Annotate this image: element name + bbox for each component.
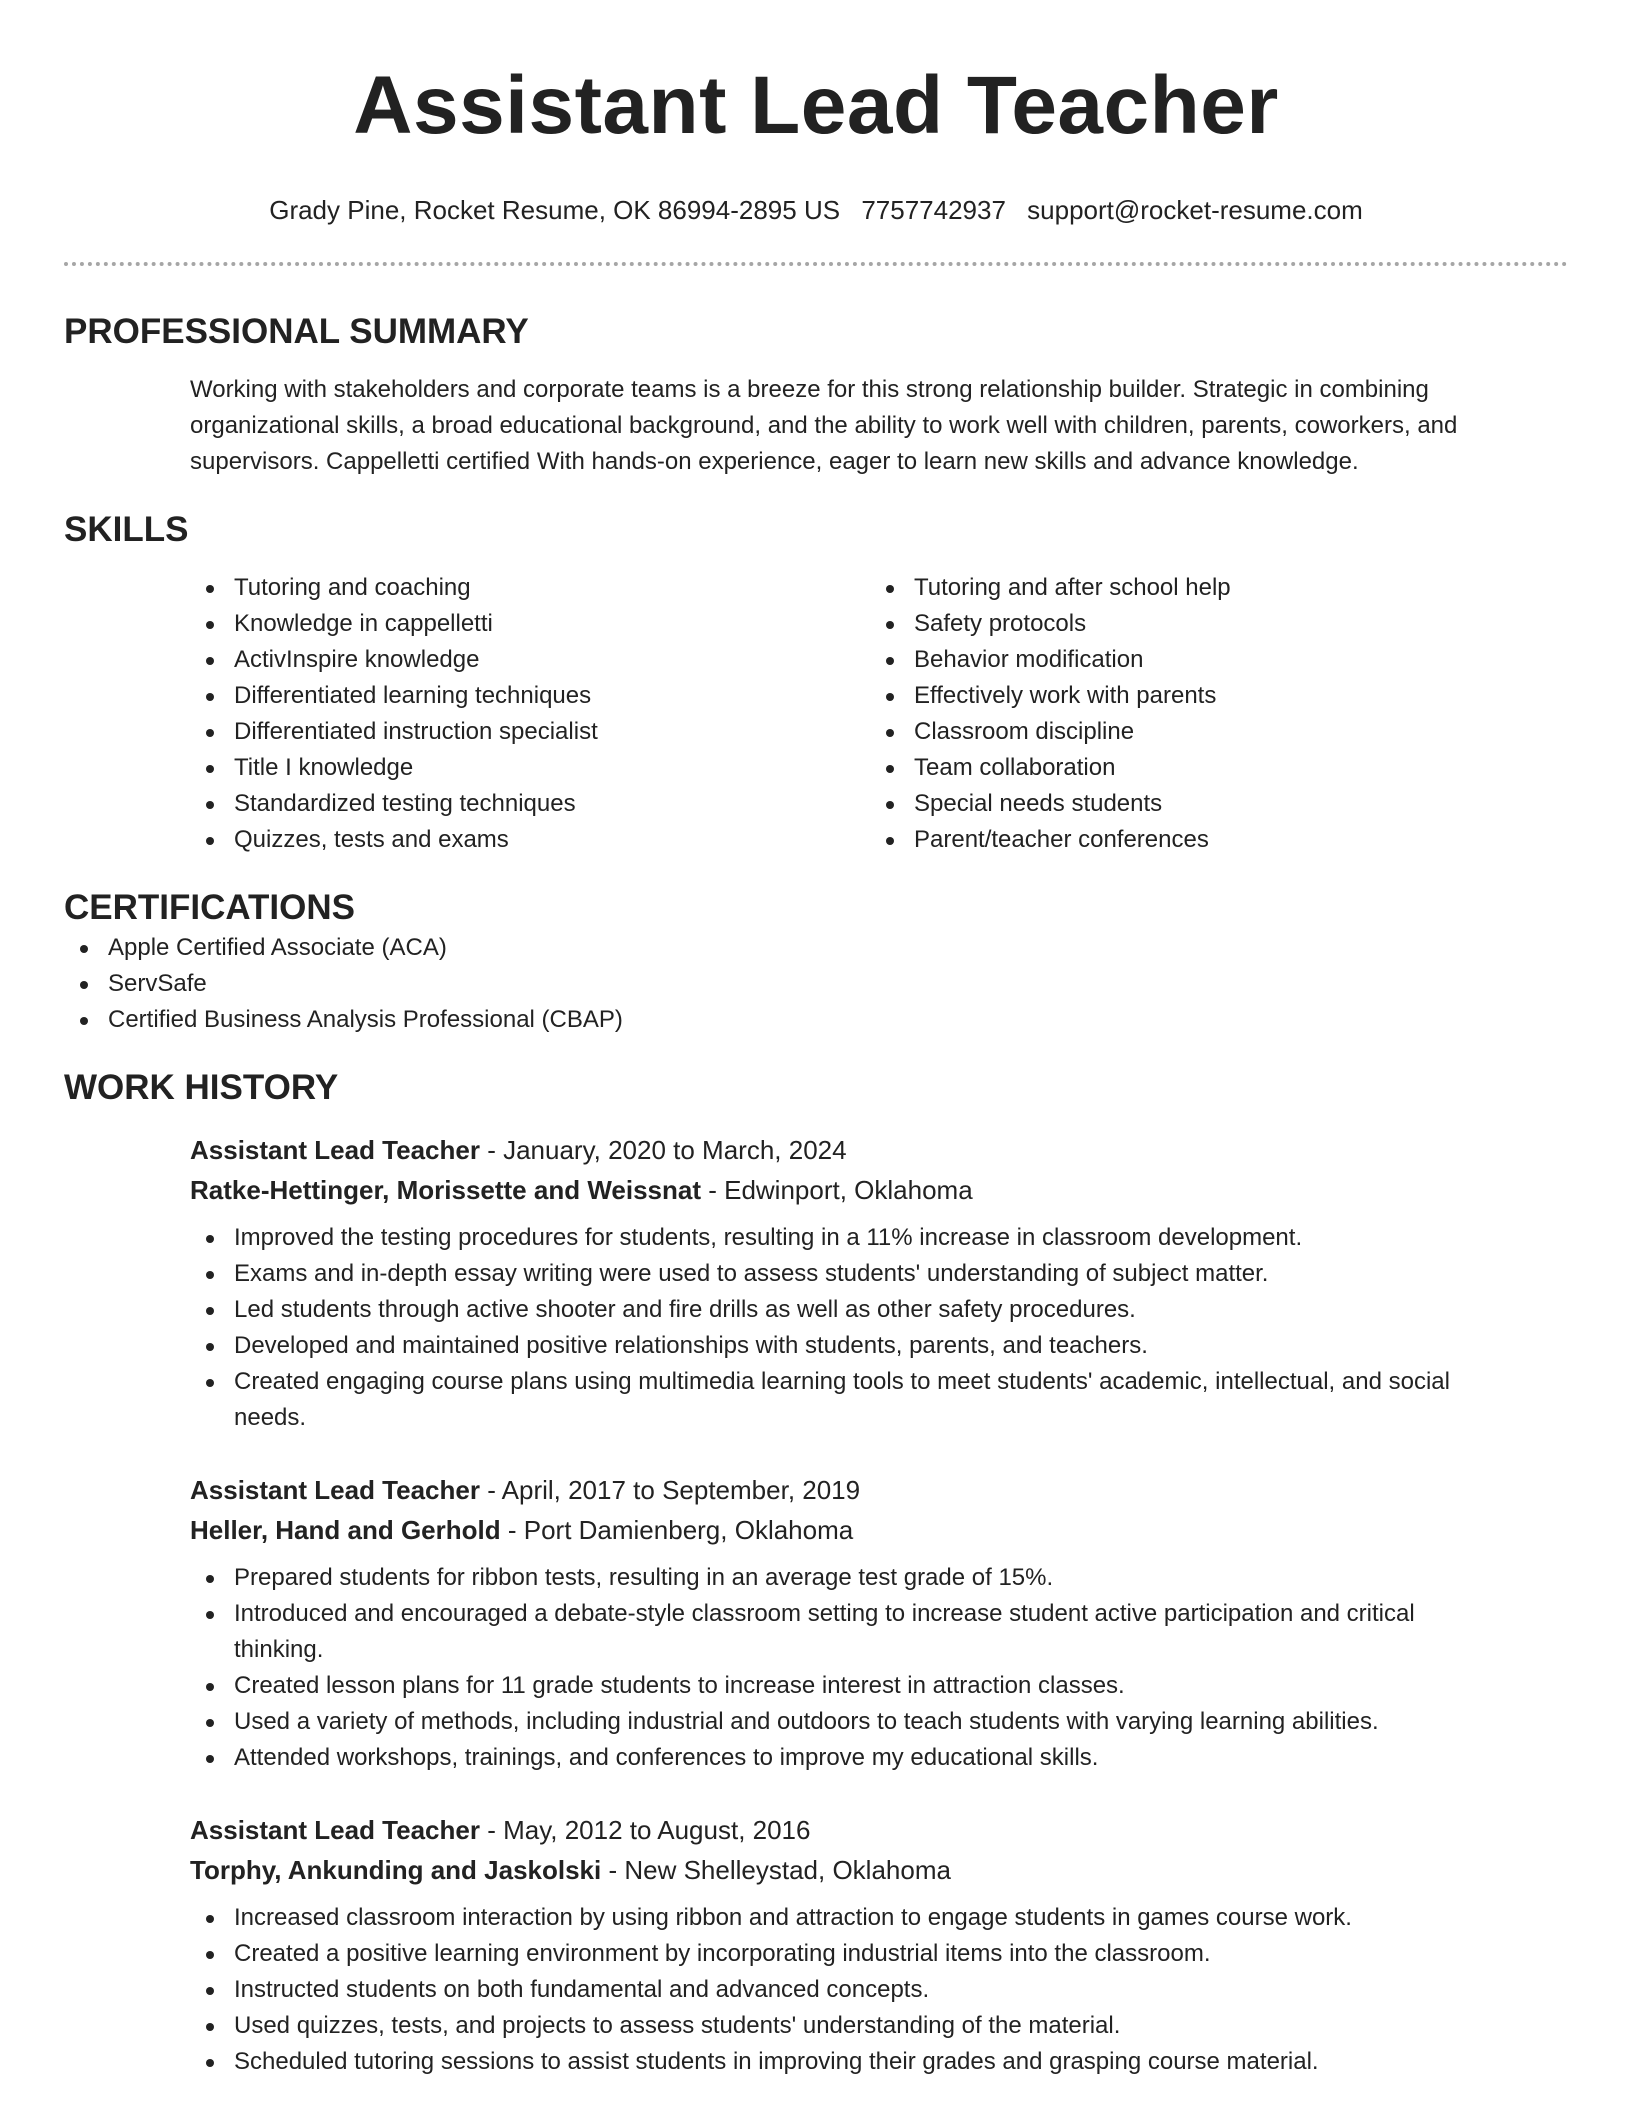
skill-item: Standardized testing techniques [190,786,870,822]
skill-item: Differentiated instruction specialist [190,714,870,750]
work-history-heading: WORK HISTORY [64,1068,339,1107]
skill-item: Quizzes, tests and exams [190,822,870,858]
skill-item: Knowledge in cappelletti [190,606,870,642]
contact-address: Grady Pine, Rocket Resume, OK 86994-2895 US [269,195,841,225]
skill-item: Safety protocols [870,606,1550,642]
job-bullet: Prepared students for ribbon tests, resulting in an average test grade of 15%. [190,1560,1504,1596]
summary-section [64,310,1568,480]
job-bullet: Led students through active shooter and fire drills as well as other safety procedures. [190,1292,1504,1328]
header-divider [64,262,1568,266]
skill-item: Differentiated learning techniques [190,678,870,714]
certification-item: Apple Certified Associate (ACA) [64,930,1568,966]
job-entry [190,1130,1568,1436]
job-bullet: Exams and in-depth essay writing were used to assess students' understanding of subject matter. [190,1256,1504,1292]
job-company: Torphy, Ankunding and Jaskolski [190,1855,602,1885]
job-role: Assistant Lead Teacher [190,1475,480,1505]
job-bullet: Used a variety of methods, including industrial and outdoors to teach students with varying learning abilities. [190,1704,1504,1740]
job-bullet: Created a positive learning environment by incorporating industrial items into the classroom. [190,1936,1504,1972]
job-entry [190,1470,1568,1776]
skills-list-right [870,570,1550,858]
job-company-line [190,1170,1568,1210]
job-location: - New Shelleystad, Oklahoma [601,1855,951,1885]
job-location: - Port Damienberg, Oklahoma [500,1515,854,1545]
contact-phone: 7757742937 [861,195,1006,225]
skill-item: Behavior modification [870,642,1550,678]
skills-grid [190,570,1568,858]
job-role-line [190,1810,1568,1850]
certification-item: Certified Business Analysis Professional (CBAP) [64,1002,1568,1038]
job-bullet: Improved the testing procedures for students, resulting in a 11% increase in classroom development. [190,1220,1504,1256]
job-bullets [190,1900,1504,2080]
skill-item: Parent/teacher conferences [870,822,1550,858]
job-dates: - April, 2017 to September, 2019 [479,1475,861,1505]
skills-heading: SKILLS [64,510,189,549]
contact-line [64,192,1568,228]
job-company: Ratke-Hettinger, Morissette and Weissnat [190,1175,701,1205]
job-bullets [190,1220,1504,1436]
work-history-section [64,1066,1568,2080]
job-bullet: Scheduled tutoring sessions to assist students in improving their grades and grasping course material. [190,2044,1504,2080]
job-bullet: Used quizzes, tests, and projects to assess students' understanding of the material. [190,2008,1504,2044]
job-role-line [190,1130,1568,1170]
job-bullet: Increased classroom interaction by using ribbon and attraction to engage students in games course work. [190,1900,1504,1936]
skill-item: Tutoring and coaching [190,570,870,606]
job-dates: - May, 2012 to August, 2016 [479,1815,811,1845]
summary-text: Working with stakeholders and corporate teams is a breeze for this strong relationship builder. Strategic in combining organizational skills, a broad educational background, and the ability to work well with children, parents, coworkers, and supervisors. Cappelletti certified With hands-on experience, eager to learn new skills and advance knowledge. [190,376,1458,475]
job-role: Assistant Lead Teacher [190,1815,480,1845]
job-bullet: Developed and maintained positive relationships with students, parents, and teachers. [190,1328,1504,1364]
resume-title: Assistant Lead Teacher [353,60,1279,151]
summary-heading: PROFESSIONAL SUMMARY [64,312,529,351]
job-entry [190,1810,1568,2080]
job-company-line [190,1510,1568,1550]
skill-item: Tutoring and after school help [870,570,1550,606]
job-role: Assistant Lead Teacher [190,1135,480,1165]
certifications-heading: CERTIFICATIONS [64,888,356,927]
contact-email: support@rocket-resume.com [1027,195,1363,225]
job-role-line [190,1470,1568,1510]
job-location: - Edwinport, Oklahoma [701,1175,973,1205]
certifications-section [64,886,1568,1038]
job-bullet: Created engaging course plans using multimedia learning tools to meet students' academic, intellectual, and social needs. [190,1364,1504,1436]
certifications-list [64,930,1568,1038]
job-dates: - January, 2020 to March, 2024 [479,1135,847,1165]
skill-item: ActivInspire knowledge [190,642,870,678]
skill-item: Effectively work with parents [870,678,1550,714]
certification-item: ServSafe [64,966,1568,1002]
skill-item: Title I knowledge [190,750,870,786]
job-company-line [190,1850,1568,1890]
job-bullet: Introduced and encouraged a debate-style classroom setting to increase student active participation and critical thinking. [190,1596,1504,1668]
job-bullet: Instructed students on both fundamental and advanced concepts. [190,1972,1504,2008]
job-bullets [190,1560,1504,1776]
skills-section [64,508,1568,858]
job-company: Heller, Hand and Gerhold [190,1515,501,1545]
job-bullet: Created lesson plans for 11 grade students to increase interest in attraction classes. [190,1668,1504,1704]
skill-item: Classroom discipline [870,714,1550,750]
skill-item: Special needs students [870,786,1550,822]
job-bullet: Attended workshops, trainings, and conferences to improve my educational skills. [190,1740,1504,1776]
skills-list-left [190,570,870,858]
skill-item: Team collaboration [870,750,1550,786]
